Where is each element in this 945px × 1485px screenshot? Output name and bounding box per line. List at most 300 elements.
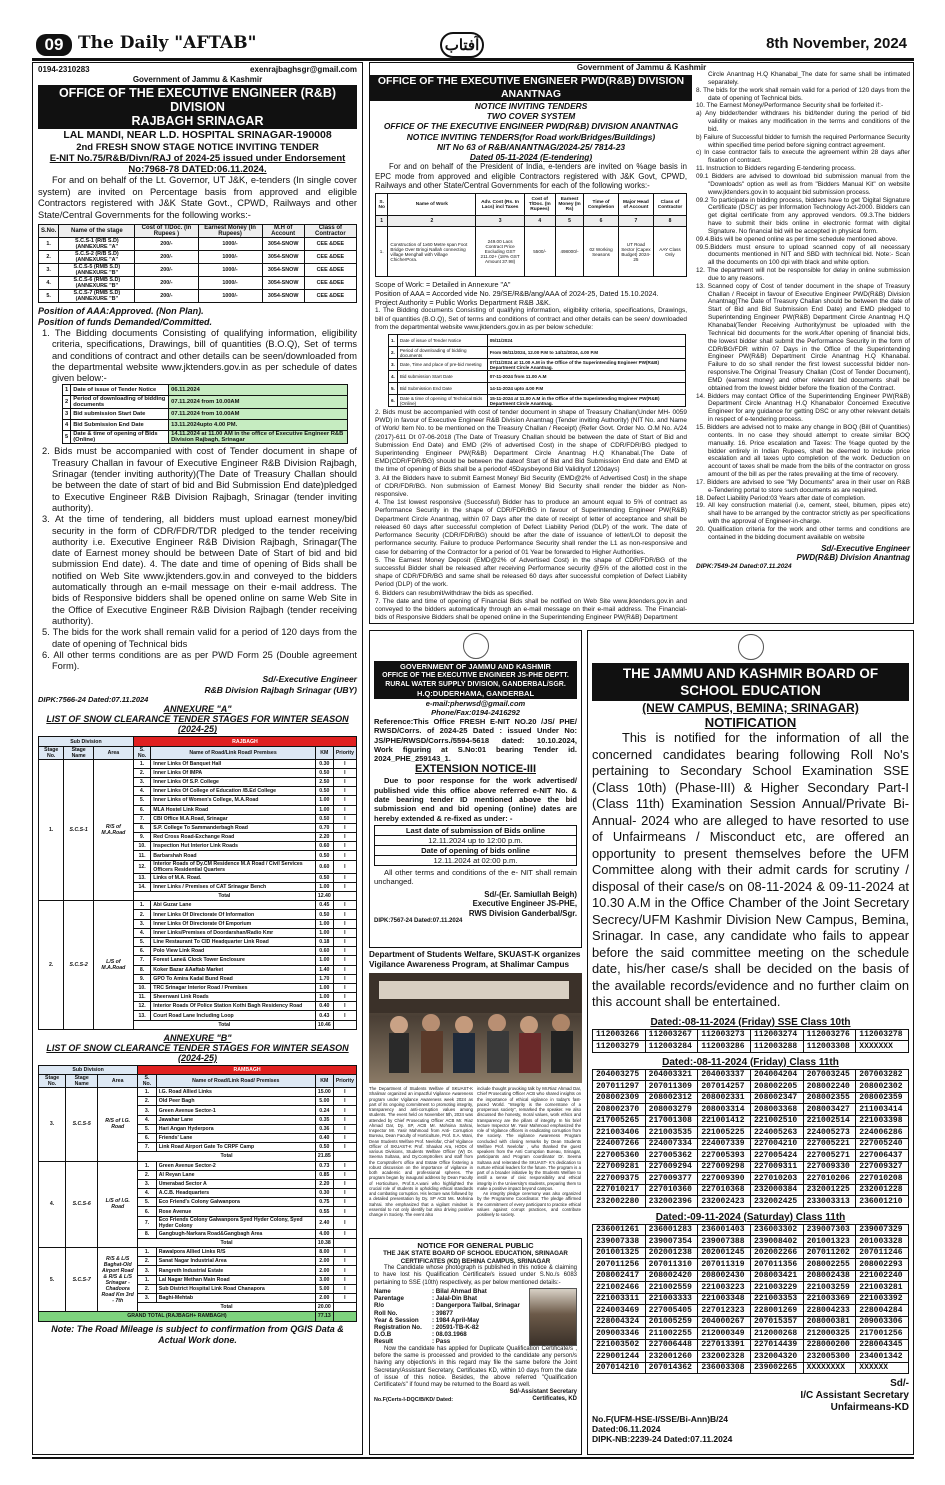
candidate-field bbox=[374, 1288, 529, 1295]
candidate-field bbox=[374, 1302, 529, 1309]
table-row bbox=[39, 277, 357, 290]
scs1-cell: Inspection Hut Interior Link Roads bbox=[151, 842, 316, 851]
roll-number-cell: 207011202 bbox=[803, 1247, 856, 1259]
scs6-no: 4. bbox=[39, 1161, 66, 1248]
roll-number-cell: 112003273 bbox=[698, 1029, 751, 1041]
scs2-cell: TRC Srinagar Interior Road / Premises bbox=[151, 983, 316, 992]
scs2-cell: 1.00 bbox=[315, 956, 333, 965]
nit-date: Dated 05-11-2024 (E-tendering) bbox=[469, 152, 593, 163]
scs5-cell: 0.36 bbox=[315, 1124, 333, 1133]
nit-line-3: OFFICE OF THE EXECUTIVE ENGINEER PWD(R&B) DIVISION ANANTNAG bbox=[383, 121, 679, 132]
scs1-cell: I bbox=[333, 805, 356, 814]
schedule-cell: 4 bbox=[63, 420, 71, 431]
schedule-cell: Date & time of opening of Bids (Online) bbox=[71, 431, 169, 444]
roll-number-cell: 221003406 bbox=[593, 1127, 646, 1139]
news-column-2: include thought provoking talk by Mr.Riaz Ahmad Dar, Chief Prosecuting Officer ACB who shared insights on the importance of ethical vigilance in today's fast-paced World. "Integrity is the cornerstone of a prosperous society", remarked the speaker. He also discussed the honesty, moral values, work ethics and transparency are the pillars of integrity. In his brief lecture Inspector Mr. Yasir Mahmood emphasized the role of Vigilance officers in eradicating corruption from the society. The vigilance Awareness Program concluded with closing remarks by Dean Students Welfare Prof. Neelofar , who thanked the guest speakers from the Anti Corruption Bureau, Srinagar, participants and Program coordinator Dr. Seema Sultana and reiterated the SKUAST- K's dedication to nurture ethical leaders for the future. The program is a part of a broader initiative by the Students Welfare to instill a sense of civic responsibility and ethical integrity in the University's students, preparing them to make a positive impact beyond campus. bbox=[477, 1086, 581, 1191]
annexure-a-year: (2024-25) bbox=[177, 724, 218, 735]
scs5-cell: Link Road Airport Gate To CRPF Camp bbox=[156, 1143, 315, 1152]
roll-number-cell: 227010203 bbox=[750, 1173, 803, 1185]
roll-number-cell: 227005221 bbox=[803, 1138, 856, 1150]
anantnag-signature: Sd/-Executive Engineer bbox=[821, 543, 910, 553]
scs2-cell: Abi Guzar Lane bbox=[151, 901, 316, 910]
scs6-cell: 0.73 bbox=[315, 1161, 333, 1170]
scs1-cell: 14. bbox=[133, 882, 150, 891]
roll-number-cell: 236001283 bbox=[645, 1224, 698, 1236]
roll-number-cell: 221002240 bbox=[856, 1270, 909, 1282]
anantnag-right-clause: c) In case contractor fails to execute the agreement within 28 days after fixation of contract. bbox=[696, 149, 910, 165]
scs2-cell: I bbox=[333, 947, 356, 956]
scs5-cell: I bbox=[333, 1115, 356, 1124]
scs1-cell: Inner Links Of IMPA bbox=[151, 768, 316, 777]
candidate-field-label: Year & Session bbox=[374, 1316, 419, 1324]
table-row bbox=[39, 1161, 357, 1170]
snow-header-cell: KM bbox=[315, 746, 333, 759]
clause-6-text: All other terms conditions are as per PWD Form 25 (Double agreement Form). bbox=[52, 649, 357, 672]
scs2-name: S.C.S-2 bbox=[64, 901, 93, 1030]
anantnag-intro: For and on behalf of the President of India, e-tenders are invited on %age basis in EPC mode from approved and eligible Contractors registered with J&K Govt, CPWD, Railways and other State/Central Governments for each of the following works:- bbox=[375, 162, 687, 191]
anantnag-tender-ad bbox=[369, 62, 914, 624]
roll-number-cell: 232001260 bbox=[645, 1351, 698, 1363]
roll-number-cell: 221003223 bbox=[698, 1282, 751, 1294]
scs2-cell: 0.18 bbox=[315, 937, 333, 946]
annexure-a-title: ANNEXURE "A" bbox=[163, 704, 232, 715]
office-banner bbox=[38, 85, 357, 129]
scs1-cell: 4. bbox=[133, 787, 150, 796]
scs1-cell: 0.60 bbox=[315, 842, 333, 851]
roll-number-cell: 232000384 bbox=[750, 1184, 803, 1196]
jkbose-signatory-office: Unfairmeans-KD bbox=[830, 1402, 909, 1413]
jkbose-campus: (NEW CAMPUS, BEMINA; SRINAGAR) bbox=[642, 701, 859, 715]
works-cell: 1000/- bbox=[198, 238, 262, 251]
roll-number-cell: 207015357 bbox=[750, 1316, 803, 1328]
table-row bbox=[389, 395, 686, 407]
anantnag-row-cell: AAY Class Only bbox=[654, 227, 687, 277]
candidate-field-value: : 1984 April-May bbox=[432, 1316, 480, 1324]
roll-number-cell: 207011319 bbox=[698, 1259, 751, 1271]
roll-number-cell: 204004204 bbox=[750, 1069, 803, 1081]
anantnag-schedule-cell: 2. bbox=[389, 347, 398, 359]
roll-number-cell: 207014210 bbox=[593, 1362, 646, 1374]
scs1-cell: I bbox=[333, 873, 356, 882]
scs6-cell: I bbox=[333, 1229, 356, 1238]
total-label: Total bbox=[133, 892, 315, 901]
roll-number-cell: 207011356 bbox=[750, 1259, 803, 1271]
scs2-area: L/S of M.A.Road bbox=[93, 901, 133, 1030]
roll-number-cell: 227009330 bbox=[803, 1161, 856, 1173]
anantnag-schedule-cell: 6. bbox=[389, 395, 398, 407]
anantnag-clause-1: 1. The Bidding documents Consisting of qualifying information, eligibility criteria, specifications, Drawings, bill of quantities (B.O.Q), Set of terms and conditions of contract and other details can be seen/ downloaded from the departmental website www.jktenders.gov.in as per below schedule: bbox=[375, 307, 687, 331]
roll-number-cell: XXXXXXX bbox=[856, 1041, 909, 1053]
scs5-cell: 0.50 bbox=[315, 1143, 333, 1152]
table-row bbox=[39, 290, 357, 303]
phe-title: EXTENSION NOTICE-III bbox=[414, 763, 536, 776]
clause-6: 6. All other terms conditions are as per PWD Form 25 (Double agreement Form). bbox=[42, 649, 357, 672]
roll-number-cell: 224005273 bbox=[803, 1127, 856, 1139]
anantnag-schedule-cell: 15-11-2024 at 11.00 A.M in the Office of the Superintending Engineer PW(R&B) Department Circle Anantnag. bbox=[487, 395, 685, 407]
scs1-cell: Inner Links Of College of Education /B.Ed College bbox=[151, 787, 316, 796]
scs1-cell: I bbox=[333, 787, 356, 796]
page-number: 09 bbox=[36, 34, 72, 56]
scs2-cell: 1.40 bbox=[315, 965, 333, 974]
roll-number-cell: 221005225 bbox=[698, 1127, 751, 1139]
works-cell: CEE &DEE bbox=[304, 264, 356, 277]
anantnag-office-banner: OFFICE OF THE EXECUTIVE ENGINEER PWD(R&B) DIVISION ANANTNAG bbox=[370, 75, 692, 101]
scs2-cell: 10. bbox=[133, 983, 150, 992]
nit-line-2: TWO COVER SYSTEM bbox=[486, 111, 576, 122]
works-cell: 200/- bbox=[135, 238, 198, 251]
roll-row bbox=[593, 1115, 909, 1127]
scs1-cell: 2.50 bbox=[315, 777, 333, 786]
scs2-cell: 2. bbox=[133, 910, 150, 919]
roll-number-cell: 224007266 bbox=[593, 1138, 646, 1150]
anantnag-row-cell: UT Road Sector (Capex Budget) 2024-25 bbox=[618, 227, 653, 277]
phe-hq: H.Q:DUDERHAMA, GANDERBAL bbox=[416, 689, 535, 698]
anantnag-number-cell: 3 bbox=[476, 216, 524, 227]
roll-number-cell: 207011309 bbox=[645, 1081, 698, 1093]
works-cell: S.C.S-5 (RMB S.D) (ANNEXURE "B" bbox=[59, 264, 135, 277]
scs2-cell: 8. bbox=[133, 965, 150, 974]
roll-number-cell: 227009281 bbox=[593, 1161, 646, 1173]
roll-number-cell: 227005393 bbox=[698, 1150, 751, 1162]
phone-number: 0194-2310283 bbox=[38, 65, 90, 74]
scs1-cell: I bbox=[333, 842, 356, 851]
footer-rule bbox=[32, 1457, 914, 1459]
anantnag-schedule-cell: Date & time of opening of Technical Bids (Online) bbox=[397, 395, 487, 407]
jkbose-date-1: Dated:-08-11-2024 (Friday) SSE Class 10th bbox=[650, 1016, 851, 1028]
roll-number-cell: 232005300 bbox=[803, 1351, 856, 1363]
scs6-cell: 0.30 bbox=[315, 1189, 333, 1198]
anantnag-schedule-cell: Period of downloading of bidding documents bbox=[397, 347, 487, 359]
roll-number-cell: 221001412 bbox=[698, 1115, 751, 1127]
scs2-cell: 11. bbox=[133, 993, 150, 1002]
scs1-cell: Inner Links Of S.P. College bbox=[151, 777, 316, 786]
snow-header-cell: Priority bbox=[333, 746, 356, 759]
roll-number-cell: 227010360 bbox=[645, 1184, 698, 1196]
roll-row bbox=[593, 1161, 909, 1173]
roll-number-cell: 217001308 bbox=[645, 1115, 698, 1127]
scs5-cell: Hari Angan Hyderpora bbox=[156, 1124, 315, 1133]
scs2-cell: I bbox=[333, 974, 356, 983]
jkbose-date-2: Dated:-08-11-2024 (Friday) Class 11th bbox=[662, 1056, 839, 1068]
scs6-cell: 4.00 bbox=[315, 1229, 333, 1238]
email-address: exenrajbaghsgr@gmail.com bbox=[250, 65, 357, 74]
candidate-photo bbox=[529, 1288, 577, 1346]
scs6-cell: I bbox=[333, 1170, 356, 1179]
scs5-cell: 0.40 bbox=[315, 1133, 333, 1142]
roll-number-cell: 227009298 bbox=[698, 1161, 751, 1173]
scs2-cell: Polo View Link Road bbox=[151, 947, 316, 956]
roll-number-cell: 227010208 bbox=[856, 1173, 909, 1185]
snow-header-cell: KM bbox=[315, 1075, 333, 1088]
scs2-cell: Sheerwani Link Roads bbox=[151, 993, 316, 1002]
scs1-cell: 11. bbox=[133, 851, 150, 860]
roll-number-cell: 208000381 bbox=[803, 1316, 856, 1328]
group-photo-icon bbox=[369, 973, 582, 1083]
jkbose-emblem-icon bbox=[738, 634, 764, 660]
roll-number-cell: 232002425 bbox=[750, 1196, 803, 1208]
phe-other-terms: All other terms and conditions of the e- NIT shall remain unchanged. bbox=[374, 867, 577, 887]
scs2-cell: Koker Bazar &Aaftab Market bbox=[151, 965, 316, 974]
table-row bbox=[39, 264, 357, 277]
roll-number-cell: 227012323 bbox=[698, 1305, 751, 1317]
candidate-field-label: Result bbox=[374, 1338, 393, 1346]
roll-number-cell: 207011256 bbox=[593, 1259, 646, 1271]
anantnag-row-cell: 02 Working Seasons bbox=[584, 227, 618, 277]
scs5-cell: I.G. Road Allied Links bbox=[156, 1088, 315, 1097]
roll-row bbox=[593, 1138, 909, 1150]
scs1-cell: 5. bbox=[133, 796, 150, 805]
roll-number-cell: XXXXXXXX bbox=[803, 1362, 856, 1374]
roll-number-cell: 227013391 bbox=[698, 1339, 751, 1351]
roll-number-cell: 208002255 bbox=[803, 1259, 856, 1271]
roll-number-cell: 207003245 bbox=[803, 1069, 856, 1081]
scs1-cell: 13. bbox=[133, 873, 150, 882]
issue-date: 8th November, 2024 bbox=[766, 35, 907, 52]
roll-row bbox=[593, 1259, 909, 1271]
anantnag-header-cell: Cost of T/Doc. (In Rupees) bbox=[524, 194, 555, 216]
table-row bbox=[389, 383, 686, 395]
roll-number-cell: 221003259 bbox=[803, 1282, 856, 1294]
roll-number-cell: 239007329 bbox=[856, 1224, 909, 1236]
roll-number-cell: 236001261 bbox=[593, 1224, 646, 1236]
anantnag-signature-division: PWD(R&B) Division Anantnag bbox=[796, 553, 910, 563]
total-label: Total bbox=[133, 1020, 315, 1029]
scs1-cell: 12. bbox=[133, 860, 150, 873]
snow-header-cell: Stage No. bbox=[39, 1075, 66, 1088]
table-row bbox=[39, 251, 357, 264]
total-blank bbox=[333, 1303, 356, 1312]
snow-header-cell: Stage No. bbox=[39, 746, 64, 759]
news-photo bbox=[369, 973, 582, 1083]
anantnag-schedule-cell: 14-11-2024 upto 4.00 P.M bbox=[487, 383, 685, 395]
scs7-cell: Baghi-Mehtab bbox=[156, 1293, 315, 1302]
scs2-cell: I bbox=[333, 983, 356, 992]
jkbose-date-3: Dated:-09-11-2024 (Saturday) Class 11th bbox=[655, 1211, 846, 1223]
scs7-cell: I bbox=[333, 1275, 356, 1284]
scs7-cell: I bbox=[333, 1293, 356, 1302]
roll-number-cell: 227006437 bbox=[856, 1150, 909, 1162]
roll-number-cell: 232004320 bbox=[750, 1351, 803, 1363]
roll-number-cell: 221003369 bbox=[803, 1293, 856, 1305]
roll-number-cell: 202001245 bbox=[698, 1247, 751, 1259]
table-row bbox=[63, 396, 348, 409]
roll-number-cell: 227006448 bbox=[645, 1339, 698, 1351]
scs2-cell: Court Road Lane Including Loop bbox=[151, 1011, 316, 1020]
anantnag-schedule-cell: Bid Submission End Date bbox=[397, 383, 487, 395]
roll-number-cell: 208002370 bbox=[593, 1104, 646, 1116]
scs6-cell: Green Avenue Sector-2 bbox=[156, 1161, 315, 1170]
candidate-field-label: Roll No. bbox=[374, 1309, 398, 1317]
total-label: Total bbox=[138, 1238, 316, 1247]
scs1-cell: I bbox=[333, 833, 356, 842]
scs5-cell: 0.35 bbox=[315, 1115, 333, 1124]
roll-row bbox=[593, 1224, 909, 1236]
govt-line: Government of Jammu & Kashmir bbox=[132, 75, 263, 84]
roll-number-cell: 227005360 bbox=[593, 1150, 646, 1162]
candidate-field bbox=[374, 1295, 529, 1302]
phe-reference: Reference:This Office FRESH E-NIT NO.20 /JS/ PHE/ RWSD/Corrs. of 2024-25 Dated : issued Under No: JS/PHE/RWSD/Corrs./5594-5618 dated: 10.10.2024, Work figuring at S.No:01 bearing Tender id. 2024_PHE_259143_1. bbox=[374, 717, 577, 764]
scs7-cell: I bbox=[333, 1266, 356, 1275]
works-header-cell: Name of the stage bbox=[59, 225, 135, 238]
snow-header-cell: Area bbox=[93, 746, 133, 759]
roll-number-cell: 239007388 bbox=[698, 1236, 751, 1248]
scs2-cell: 0.43 bbox=[315, 1011, 333, 1020]
scs1-cell: 0.60 bbox=[315, 860, 333, 873]
roll-number-cell: 208002417 bbox=[593, 1270, 646, 1282]
anantnag-number-cell: 1 bbox=[376, 216, 388, 227]
scs2-cell: 5. bbox=[133, 937, 150, 946]
roll-number-cell: 224006286 bbox=[856, 1127, 909, 1139]
roll-number-cell: 227009294 bbox=[645, 1161, 698, 1173]
anantnag-right-clause: 17. Bidders are advised to see "My Documents" area in their user on R&B e-Tendering portal to store such documents as are required. bbox=[696, 478, 910, 494]
anantnag-right-clause: 10. The Earnest Money/Performance Security shall be forfeited if:- bbox=[696, 102, 884, 110]
total-label: Total bbox=[138, 1303, 316, 1312]
snow-header-cell: S. No. bbox=[138, 1075, 157, 1088]
scs6-cell: I bbox=[333, 1179, 356, 1188]
anantnag-work-table bbox=[375, 193, 687, 277]
total-value: 10.38 bbox=[315, 1238, 333, 1247]
works-cell: CEE &DEE bbox=[304, 251, 356, 264]
roll-number-cell: 208002347 bbox=[750, 1092, 803, 1104]
table-row bbox=[63, 409, 348, 420]
anantnag-schedule-table bbox=[388, 334, 686, 407]
scs7-cell: 2. bbox=[138, 1284, 157, 1293]
scs1-cell: 2.20 bbox=[315, 833, 333, 842]
roll-number-cell: 217005265 bbox=[593, 1115, 646, 1127]
anantnag-clause-5: 5. The Earnest Money Deposit (EMD@2% of Advertised Cost) in the shape of CDR/FDR/BG of the successful Bidder shall be released after receiving Performance security @5% of the allotted cost in the shape of CDR/FDR/BG and same shall be released 60 days after successful completion of Defect Liability Period (DLP) of the work. bbox=[375, 556, 687, 589]
total-blank bbox=[333, 1152, 356, 1161]
roll-number-cell: 228001269 bbox=[750, 1305, 803, 1317]
table-row bbox=[39, 1088, 357, 1097]
phe-header bbox=[374, 661, 577, 699]
roll-row bbox=[593, 1104, 909, 1116]
jkbose-notification-heading: NOTIFICATION bbox=[704, 715, 797, 730]
roll-number-cell: 227004210 bbox=[750, 1138, 803, 1150]
clause-3-text: At the time of tendering, all bidders must upload earnest money/bid security in the form of CDR/FDR/TDR pledged to the tender receiving authority i.e. Executive Engineer R&B Division Rajbagh, Srinagar(The date of Earnest money should be between Date of Start of bid and bid submission End date). 4. The date and time of opening of Bids shall be notified on Web Site www.jktenders.gov.in and conveyed to the bidders automatically through an e-mail message on their e-mail address. The bids of Responsive bidders shall be opened online on same Web Site in the Office of Executive Engineer R&B Division Rajbagh (tender receiving authority). bbox=[52, 514, 357, 626]
roll-number-cell: 208003421 bbox=[750, 1270, 803, 1282]
anantnag-number-cell: 7 bbox=[618, 216, 653, 227]
works-cell: 3054-SNOW bbox=[262, 238, 304, 251]
schedule-cell: 13.11.2024upto 4.00 PM. bbox=[169, 420, 348, 431]
scs2-cell: I bbox=[333, 901, 356, 910]
roll-number-cell: 221003311 bbox=[593, 1293, 646, 1305]
anantnag-schedule-cell: 07-11-2024 from 11.00 A.M bbox=[487, 371, 685, 383]
roll-number-cell: 208003279 bbox=[645, 1104, 698, 1116]
candidate-field-value: : 39877 bbox=[432, 1309, 453, 1317]
dipk-number: DIPK:7566-24 Dated:07.11.2024 bbox=[38, 695, 149, 705]
public-notice-board: THE J&K STATE BOARD OF SCHOOL EDUCATION, SRINAGAR bbox=[383, 1250, 568, 1257]
scs1-cell: 1. bbox=[133, 759, 150, 768]
scs7-cell: 3. bbox=[138, 1266, 157, 1275]
anantnag-row-cell: Construction of 1x60 Metre span Foot Bridge Over Bringi Nallah connecting village Menghall with Village ChicherPora. bbox=[388, 227, 476, 277]
signature-division: R&B Division Rajbagh Srinagar (UBY) bbox=[204, 684, 357, 695]
roll-number-cell: 221003281 bbox=[856, 1282, 909, 1294]
roll-row bbox=[593, 1173, 909, 1185]
anantnag-clause-6: 6. Bidders can resubmit/withdraw the bids as specified. bbox=[375, 589, 534, 597]
works-cell: 1000/- bbox=[198, 277, 262, 290]
anantnag-right-clause: 12. The department will not be responsible for delay in online submission due to any reasons. bbox=[696, 267, 910, 282]
schedule-table bbox=[62, 384, 348, 444]
scs2-cell: 0.50 bbox=[315, 910, 333, 919]
roll-number-cell: 233003313 bbox=[803, 1196, 856, 1208]
clause-3: 3. At the time of tendering, all bidders must upload earnest money/bid security in the form of CDR/FDR/TDR pledged to the tender receiving authority i.e. Executive Engineer R&B Division Rajbagh, Srinagar(The date of Earnest money should be between Date of Start of bid and bid submission End date). 4. The date and time of opening of Bids shall be notified on Web Site www.jktenders.gov.in and conveyed to the bidders automatically through an e-mail message on their e-mail address. The bids of Responsive bidders shall be opened online on same Web Site in the Office of Executive Engineer R&B Division Rajbagh (tender receiving authority). bbox=[42, 514, 357, 626]
scope-of-work: Scope of Work: = Detailed in Annexure "A" bbox=[375, 280, 511, 290]
schedule-cell: 14.11.2024 at 11.00 AM in the office of Executive Engineer R&B Division Rajbagh, Srinagar bbox=[169, 431, 348, 444]
newspaper-name: The Daily "AFTAB" bbox=[78, 33, 257, 53]
scs6-cell: 4. bbox=[138, 1189, 157, 1198]
works-cell: S.C.S-2 (R/B S.D) (ANNEXURE "A" bbox=[59, 251, 135, 264]
anantnag-header-cell: S. No bbox=[376, 194, 388, 216]
works-cell: 1000/- bbox=[198, 290, 262, 303]
roll-number-cell: 221003229 bbox=[750, 1282, 803, 1294]
roll-number-cell: 227005362 bbox=[645, 1150, 698, 1162]
roll-number-cell: 236003302 bbox=[750, 1224, 803, 1236]
anantnag-right-clause: 09.2 To participate in bidding process, bidders have to get 'Digital Signature Certificate (DSC)' as per Information Technology Act-2000. Bidders can get digital certificate from any approved vendors. 09.3.The bidders have to submit their bids online in electronic format with digital Signature. No financial bid will be accepted in physical form. bbox=[696, 196, 910, 235]
scs1-cell: 6. bbox=[133, 805, 150, 814]
scs6-cell: 0.55 bbox=[315, 1207, 333, 1216]
scs7-cell: I bbox=[333, 1248, 356, 1257]
roll-number-cell: 227014439 bbox=[750, 1339, 803, 1351]
roll-number-cell: 227009377 bbox=[645, 1173, 698, 1185]
jkbose-ref: No.F(UFM-HSE-I/SSE/Bi-Ann)B/24 bbox=[592, 1414, 728, 1424]
anantnag-dipk: DIPK:7549-24 Dated:07.11.2024 bbox=[696, 562, 792, 570]
roll-row bbox=[593, 1247, 909, 1259]
scs1-cell: 0.50 bbox=[315, 814, 333, 823]
scs7-cell: Rawalpora Allied Links R/S bbox=[156, 1248, 315, 1257]
works-cell: 3054-SNOW bbox=[262, 264, 304, 277]
roll-number-cell: 209003346 bbox=[593, 1328, 646, 1340]
news-column-1: The Department of Students Welfare of SKUAST-K Shalimar organized an impactful Vigilance Awareness program under Vigilance Awareness week 2024 as part of its ongoing commitment to promoting integrity, transparency and anti-corruption values among students. The event held on November 5th, 2024 was attended by Chief Prosecuting Officer ACB Mr. Riaz Ahmad Dar, Dy. SP, ACB Mr. Mohsina Sahrai, Inspector Mr. Yasir Mahmood from Anti- Corruption Bureau, Dean Faculty of Horticulture, Prof. S.A. Wani, Dean Students Welfare Prof. Neelofar, Chief Vigilance Officer of SKUAST-K Prof. Shaukat Ara, HODs of various Divisions, Students Welfare Officer (W) Dr. Seema Sultana, and Dy.Comptrollers and staff from the Comptroller's office and Estate Office fostering a robust discussion on the importance of vigilance in both academic and professional spheres. The program began by inaugural address by Dean Faculty of Horticulture, Prof.S.A.wani who highlighted the crucial role of students in upholding ethical standards and combating corruption. His lecture was followed by a detailed presentation by Dy. SP ACB Ms. Mohsina Sahrai. She emphasized that a vigilant mindset is essential to not only identify but also driving positive change in Society. The event also bbox=[369, 1086, 473, 1217]
scs7-cell: 3. bbox=[138, 1293, 157, 1302]
scs7-cell: 3.00 bbox=[315, 1275, 333, 1284]
scs5-cell: 3. bbox=[138, 1106, 157, 1115]
table-row bbox=[63, 420, 348, 431]
roll-row bbox=[593, 1184, 909, 1196]
anantnag-header-cell: Adv. Cost (Rs. In Lacs) incl Taxes bbox=[476, 194, 524, 216]
jkbose-body: This is notified for the information of all the concerned candidates bearing following Roll No's pertaining to Secondary School Examination SSE (Class 10th) (Phase-III) & Higher Secondary Part-I (Class 11th) Examination Session Annual/Private Bi-Annual- 2024 who are alleged to have resorted to use of Unfairmeans / Misconduct etc, are offered an opportunity to present themselves before the UFM Committee along with their admit cards for scrutiny / disposal of their case/s on 08-11-2024 & 09-11-2024 at 10.30 A.M in the Office Chamber of the Joint Secretary Secrecy/UFM Kashmir Division New Campus, Bemina, Srinagar. In case, any candidate who fails to appear before the said committee meeting on the schedule date, his/her case/s shall be decided on the basis of the available records/evidence and no further claim on this account shall be entertained. bbox=[592, 730, 909, 1009]
roll-number-cell: 217001256 bbox=[856, 1328, 909, 1340]
roll-grid-2 bbox=[592, 1069, 909, 1208]
snow-header-cell: S. No. bbox=[133, 746, 150, 759]
candidate-field-value: : Bilal Ahmad Bhat bbox=[432, 1287, 487, 1295]
roll-number-cell: 208003368 bbox=[750, 1104, 803, 1116]
subdiv-header: Sub Division bbox=[39, 737, 134, 746]
scs5-cell: 4. bbox=[138, 1115, 157, 1124]
phe-last-label: Last date of submission of Bids online bbox=[375, 825, 577, 835]
scs1-cell: 10. bbox=[133, 842, 150, 851]
roll-row bbox=[593, 1041, 909, 1053]
scs2-cell: 1. bbox=[133, 901, 150, 910]
roll-number-cell: 207003282 bbox=[856, 1069, 909, 1081]
roll-number-cell: 236003308 bbox=[698, 1362, 751, 1374]
nit-line-1: NOTICE INVITING TENDERS bbox=[474, 101, 588, 111]
scs7-cell: 5.00 bbox=[315, 1284, 333, 1293]
scs6-cell: Umerabad Sector A bbox=[156, 1179, 315, 1188]
scs1-cell: 1.00 bbox=[315, 796, 333, 805]
mileage-note: Note: The Road Mileage is subject to confirmation from QGIS Data & Actual Work done. bbox=[51, 1323, 344, 1345]
roll-number-cell: 112003286 bbox=[698, 1041, 751, 1053]
roll-number-cell: 201001325 bbox=[593, 1247, 646, 1259]
roll-number-cell: 212000349 bbox=[698, 1328, 751, 1340]
roll-number-cell: 208002420 bbox=[645, 1270, 698, 1282]
roll-number-cell: 201003328 bbox=[856, 1236, 909, 1248]
scs1-cell: I bbox=[333, 882, 356, 891]
anantnag-schedule-cell: From 06/11/2024, 12.00 P.M to 14/11/2024, 4.00 P.M bbox=[487, 347, 685, 359]
roll-number-cell: 207011246 bbox=[856, 1247, 909, 1259]
nit-number: NIT No 63 of R&B/ANANTNAG/2024-25/ 7814-23 bbox=[436, 141, 626, 152]
scs5-cell: I bbox=[333, 1088, 356, 1097]
scs7-cell: I bbox=[333, 1284, 356, 1293]
